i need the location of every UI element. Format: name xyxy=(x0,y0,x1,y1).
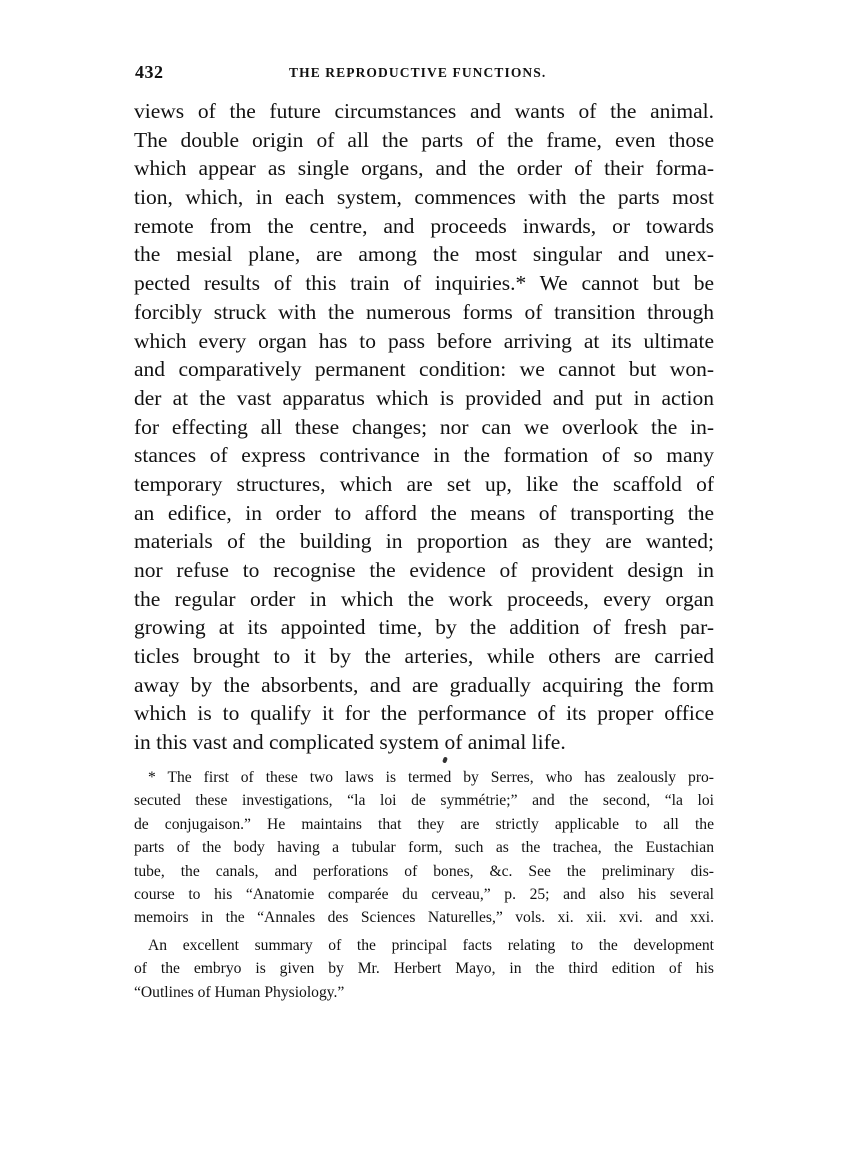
footnote-line: de conjugaison.” He maintains that they are strictly applicable to all the xyxy=(134,815,714,833)
page-number: 432 xyxy=(135,62,164,82)
body-line: in this vast and complicated system of animal life. xyxy=(134,730,566,755)
body-line: der at the vast apparatus which is provided and put in action xyxy=(134,385,714,410)
body-line: which appear as single organs, and the order of their forma- xyxy=(134,156,714,181)
body-line: The double origin of all the parts of the frame, even those xyxy=(134,127,714,152)
body-line: for effecting all these changes; nor can we overlook the in- xyxy=(134,414,714,439)
body-line: tion, which, in each system, commences with the parts most xyxy=(134,185,714,210)
body-line: ticles brought to it by the arteries, while others are carried xyxy=(134,644,714,669)
body-line: pected results of this train of inquiries.* We cannot but be xyxy=(134,271,714,296)
footnote-line: “Outlines of Human Physiology.” xyxy=(134,983,345,1001)
footnote-line: course to his “Anatomie comparée du cerveau,” p. 25; and also his several xyxy=(134,885,714,903)
body-line: materials of the building in proportion as they are wanted; xyxy=(134,529,714,554)
body-line: views of the future circumstances and wants of the animal. xyxy=(134,99,714,123)
body-line: stances of express contrivance in the formation of so many xyxy=(134,443,714,468)
body-line: growing at its appointed time, by the addition of fresh par- xyxy=(134,615,714,640)
running-title: THE REPRODUCTIVE FUNCTIONS. xyxy=(289,65,547,80)
body-line: remote from the centre, and proceeds inwards, or towards xyxy=(134,213,714,238)
body-line: which every organ has to pass before arriving at its ultimate xyxy=(134,328,714,353)
body-line: away by the absorbents, and are gradually acquiring the form xyxy=(134,672,714,697)
body-line: an edifice, in order to afford the means of transporting the xyxy=(134,500,714,525)
body-line: the mesial plane, are among the most singular and unex- xyxy=(134,242,714,267)
body-paragraph xyxy=(134,97,714,757)
footnotes xyxy=(134,766,714,1004)
footnote-line: secuted these investigations, “la loi de symmétrie;” and the second, “la loi xyxy=(134,792,714,810)
footnote-line: tube, the canals, and perforations of bones, &c. See the preliminary dis- xyxy=(134,862,714,880)
body-line: nor refuse to recognise the evidence of provident design in xyxy=(134,558,714,582)
body-line: temporary structures, which are set up, like the scaffold of xyxy=(134,471,714,496)
body-line: which is to qualify it for the performance of its proper office xyxy=(134,701,714,726)
body-line: and comparatively permanent condition: we cannot but won- xyxy=(134,357,714,382)
footnote-line: An excellent summary of the principal facts relating to the development xyxy=(148,936,714,954)
footnote-line: * The first of these two laws is termed by Serres, who has zealously pro- xyxy=(148,769,714,786)
body-line: forcibly struck with the numerous forms of transition through xyxy=(134,299,714,324)
footnote-line: parts of the body having a tubular form, such as the trachea, the Eustachian xyxy=(134,839,714,857)
print-speck xyxy=(442,756,448,763)
footnote-line: memoirs in the “Annales des Sciences Naturelles,” vols. xi. xii. xvi. and xxi. xyxy=(134,909,714,927)
page-header xyxy=(135,62,715,86)
footnote-line: of the embryo is given by Mr. Herbert Mayo, in the third edition of his xyxy=(134,960,714,978)
body-line: the regular order in which the work proceeds, every organ xyxy=(134,586,714,611)
